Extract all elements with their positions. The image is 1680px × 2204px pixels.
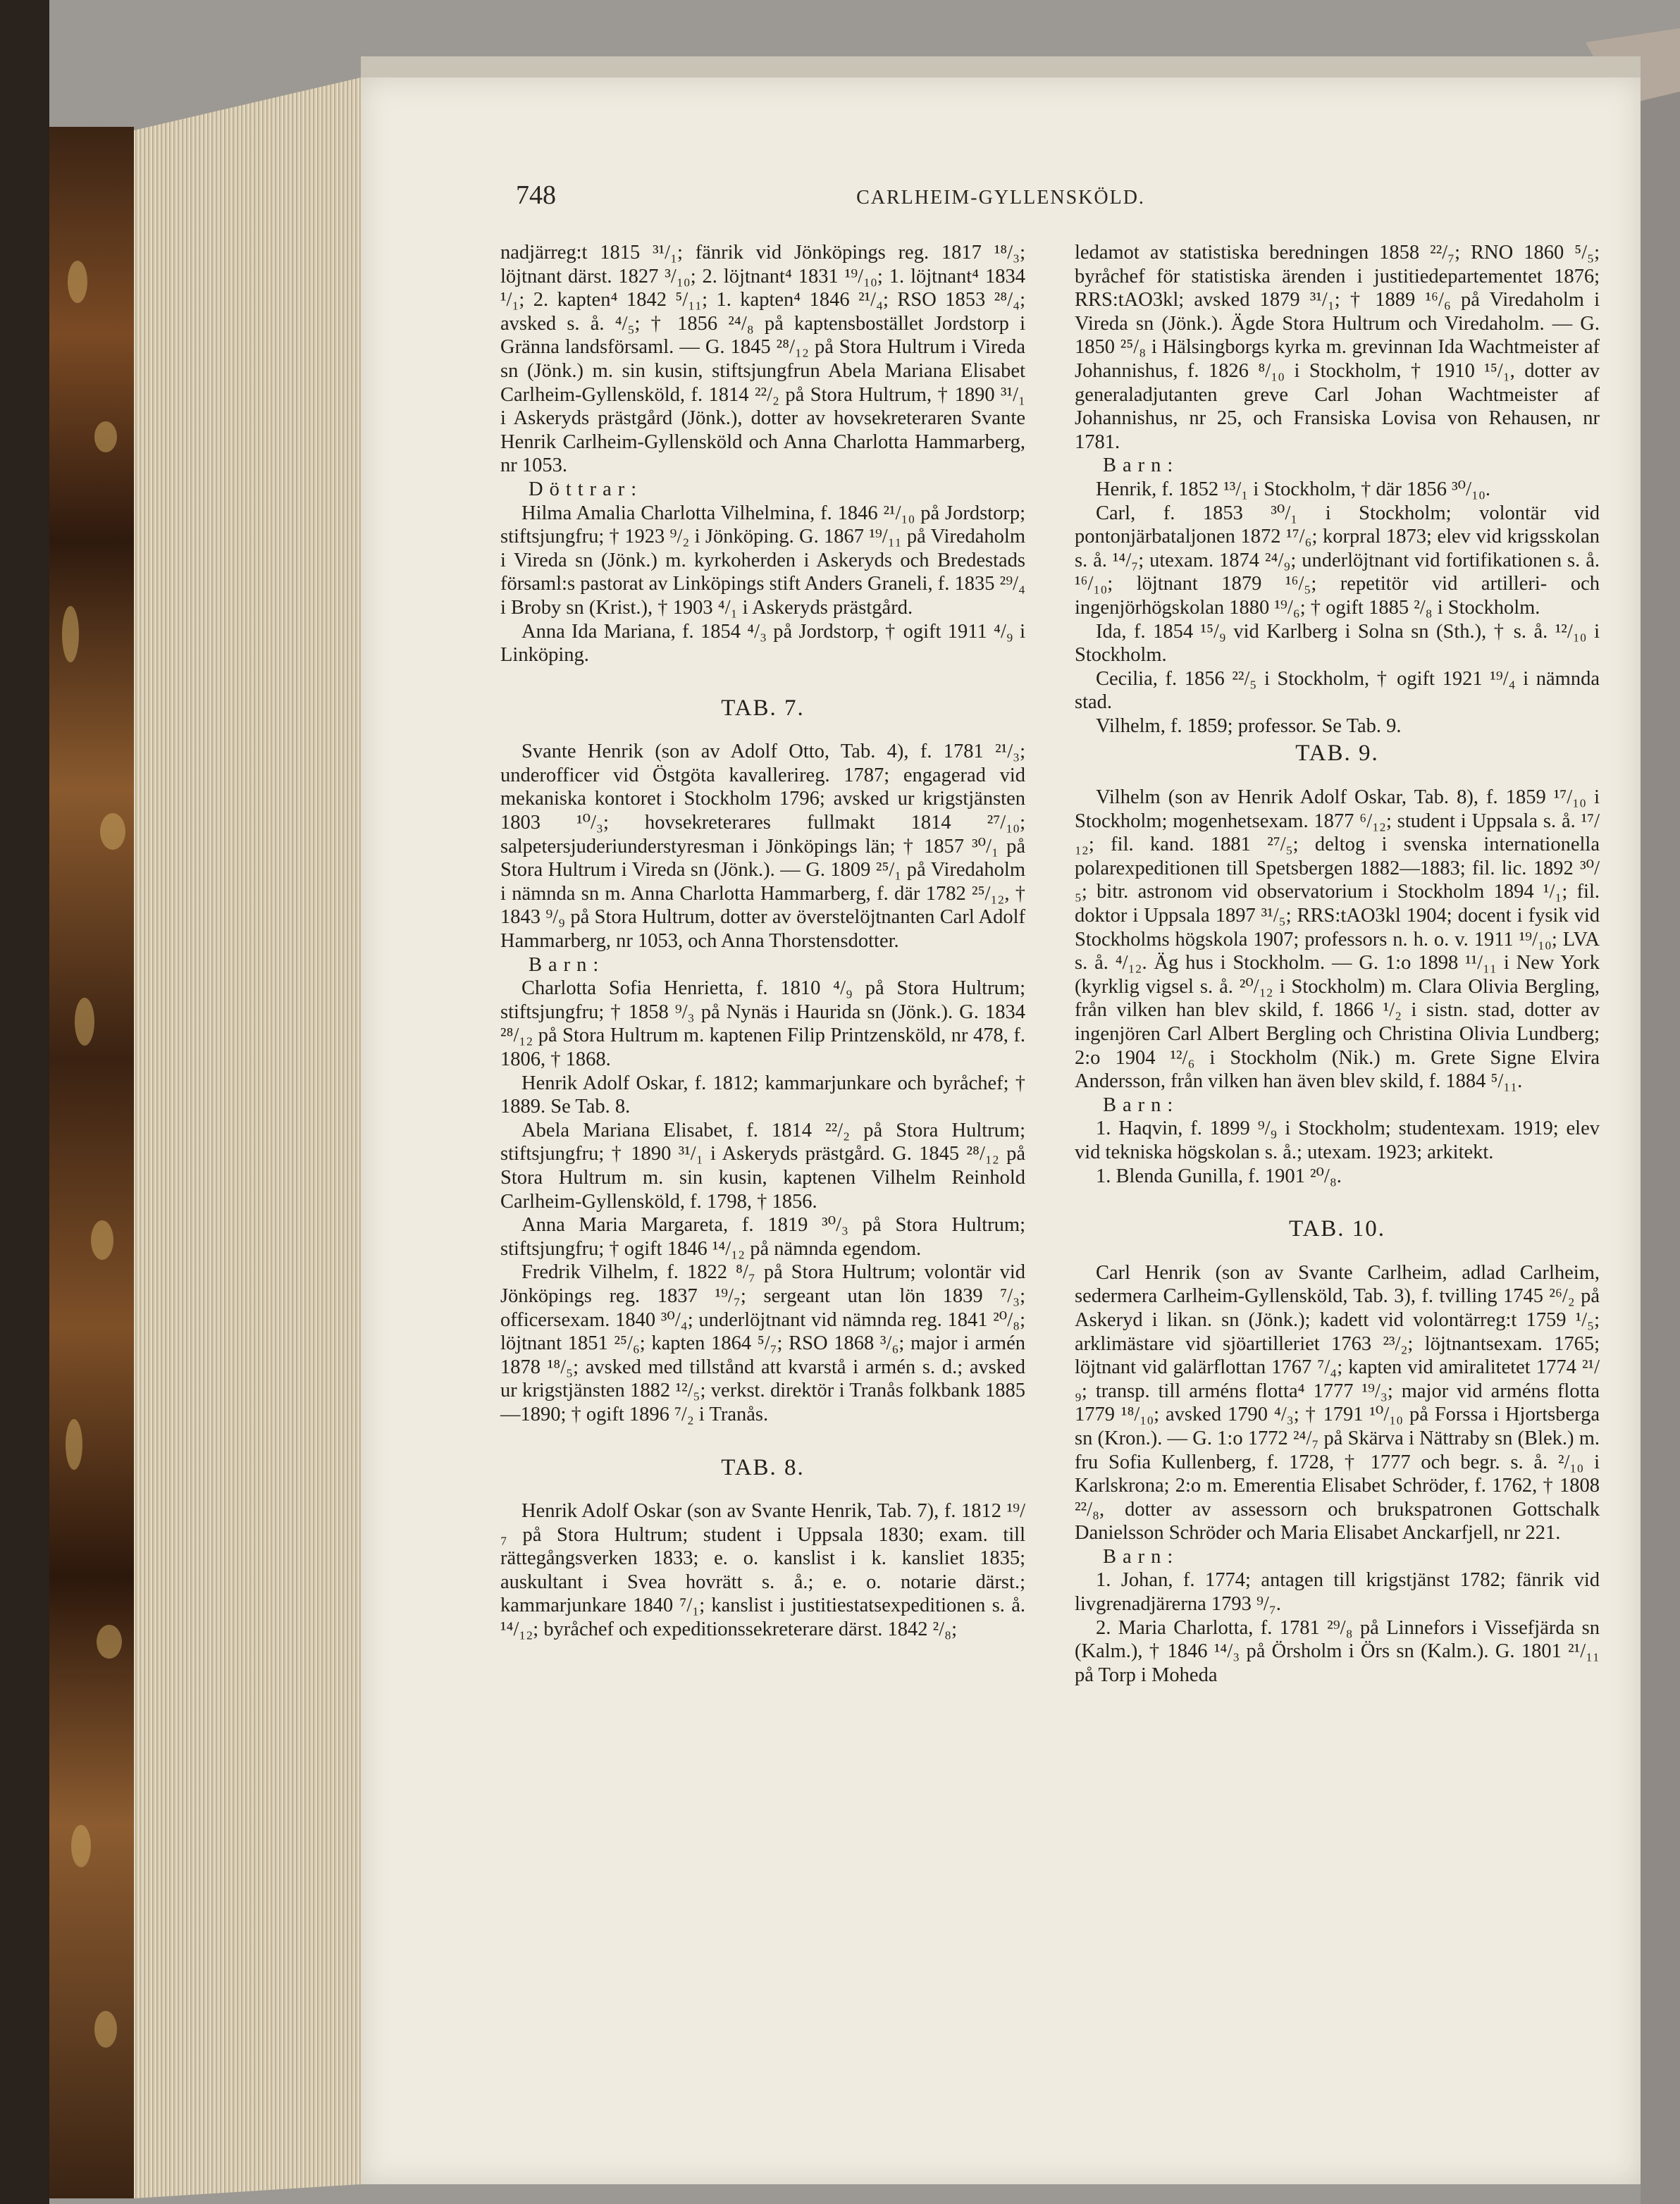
- section-label-barn: Barn:: [1103, 1094, 1180, 1116]
- left-column: [500, 241, 1025, 1642]
- child-entry: Charlotta Sofia Henrietta, f. 1810 ⁴/₉ på Stora Hultrum; stiftsjungfru; † 1858 ⁹/₃ på Nynäs i Haurida sn (Jönk.). G. 1834 ²⁸/₁₂ på Stora Hultrum m. kaptenen Filip Printzensköld, nr 478, f. 1806, † 1868.: [500, 977, 1025, 1070]
- child-entry: Henrik Adolf Oskar, f. 1812; kammarjunkare och byråchef; † 1889. Se Tab. 8.: [500, 1072, 1025, 1118]
- child-entry: Vilhelm, f. 1859; professor. Se Tab. 9.: [1096, 714, 1402, 737]
- child-entry: Carl, f. 1853 ³⁰/₁ i Stockholm; volontär vid pontonjärbataljonen 1872 ¹⁷/₆; korpral 1873; elev vid krigsskolan s. å. ¹⁴/₇; utexam. 1874 ²⁴/₉; underlöjtnant vid fortifikationen s. å. ¹⁶/₁₀; löjtnant 1879 ¹⁶/₅; repetitör vid artilleri- och ingenjörhögskolan 1880 ¹⁹/₆; † ogift 1885 ²/₈ i Stockholm.: [1075, 502, 1600, 619]
- section-label-barn: Barn:: [1103, 1545, 1180, 1568]
- child-entry: Ida, f. 1854 ¹⁵/₉ vid Karlberg i Solna sn (Sth.), † s. å. ¹²/₁₀ i Stockholm.: [1075, 620, 1600, 667]
- section-label-dottrar: Döttrar:: [529, 478, 643, 500]
- running-head: CARLHEIM-GYLLENSKÖLD.: [856, 187, 1145, 209]
- paragraph: Carl Henrik (son av Svante Carlheim, adlad Carlheim, sedermera Carlheim-Gyllensköld, Tab. 3), f. tvilling 1745 ²⁶/₂ på Askeryd i likan. sn (Jönk.); kadett vid volontärreg:t 1759 ¹/₅; arklimästare vid sjöartilleriet 1763 ²³/₂; löjtnantsexam. 1765; löjtnant vid galärflottan 1767 ⁷/₄; kapten vid amiralitetet 1774 ²¹/₉; transp. till arméns flotta⁴ 1777 ¹⁹/₃; major vid arméns flotta 1779 ¹⁸/₁₀; avsked 1790 ⁴/₃; † 1791 ¹⁰/₁₀ på Forssa i Hjortsberga sn (Kron.). — G. 1:o 1772 ²⁴/₇ på Skärva i Nättraby sn (Blek.) m. fru Sofia Kullenberg, f. 1728, † 1777 och begr. s. å. ²/₁₀ i Karlskrona; 2:o m. Emerentia Elisabet Schröder, f. 1762, † 1808 ²²/₈, dotter av assessorn och brukspatronen Gottschalk Danielsson Schröder och Maria Elisabet Anckarfjell, nr 221.: [1075, 1261, 1600, 1544]
- child-entry: Hilma Amalia Charlotta Vilhelmina, f. 1846 ²¹/₁₀ på Jordstorp; stiftsjungfru; † 1923 ⁹/₂ i Jönköping. G. 1867 ¹⁹/₁₁ på Viredaholm i Vireda sn (Jönk.) m. kyrkoherden i Askeryds och Bredestads församl:s pastorat av Linköpings stift Anders Graneli, f. 1835 ²⁹/₄ i Broby sn (Krist.), † 1903 ⁴/₁ i Askeryds prästgård.: [500, 502, 1025, 619]
- child-entry: 1. Johan, f. 1774; antagen till krigstjänst 1782; fänrik vid livgrenadjärerna 1793 ⁹/₇.: [1075, 1569, 1600, 1616]
- paragraph: Henrik Adolf Oskar (son av Svante Henrik, Tab. 7), f. 1812 ¹⁹/₇ på Stora Hultrum; student i Uppsala 1830; exam. till rättegångsverken 1833; e. o. kanslist i k. kansliet 1835; auskultant i Svea hovrätt s. å.; e. o. notarie därst.; kammarjunkare 1840 ⁷/₁; kanslist i justitiestatsexpeditionen s. å. ¹⁴/₁₂; byråchef och expeditionssekreterare därst. 1842 ²/₈;: [500, 1500, 1025, 1641]
- table-heading-tab7: TAB. 7.: [721, 695, 805, 721]
- child-entry: 1. Blenda Gunilla, f. 1901 ²⁰/₈.: [1096, 1165, 1342, 1187]
- section-label-barn: Barn:: [529, 953, 605, 976]
- child-entry: 2. Maria Charlotta, f. 1781 ²⁹/₈ på Linnefors i Vissefjärda sn (Kalm.), † 1846 ¹⁴/₃ på Örsholm i Örs sn (Kalm.). G. 1801 ²¹/₁₁ på Torp i Moheda: [1075, 1616, 1600, 1686]
- child-entry: Cecilia, f. 1856 ²²/₅ i Stockholm, † ogift 1921 ¹⁹/₄ i nämnda stad.: [1075, 667, 1600, 714]
- book-page: [361, 78, 1641, 2184]
- page-stack: [134, 78, 361, 2198]
- section-label-barn: Barn:: [1103, 454, 1180, 477]
- paragraph: ledamot av statistiska beredningen 1858 ²²/₇; RNO 1860 ⁵/₅; byråchef för statistiska ärenden i justitiedepartementet 1876; RRS:tAO3kl; avsked 1879 ³¹/₁; † 1889 ¹⁶/₆ på Viredaholm i Vireda sn (Jönk.). Ägde Stora Hultrum och Viredaholm. — G. 1850 ²⁵/₈ i Hälsingborgs kyrka m. grevinnan Ida Wachtmeister af Johannishus, f. 1826 ⁸/₁₀ i Stockholm, † 1910 ¹⁵/₁, dotter av generaladjutanten greve Carl Johan Wachtmeister af Johannishus, nr 25, och Fransiska Lovisa von Rehausen, nr 1781.: [1075, 242, 1600, 453]
- child-entry: 1. Haqvin, f. 1899 ⁹/₉ i Stockholm; studentexam. 1919; elev vid tekniska högskolan s. å.; utexam. 1923; arkitekt.: [1075, 1118, 1600, 1163]
- paragraph: Vilhelm (son av Henrik Adolf Oskar, Tab. 8), f. 1859 ¹⁷/₁₀ i Stockholm; mogenhetsexam. 1877 ⁶/₁₂; student i Uppsala s. å. ¹⁷/₁₂; fil. kand. 1881 ²⁷/₅; deltog i svenska internationella polarexpeditionen till Spetsbergen 1882—1883; fil. lic. 1892 ³⁰/₅; bitr. astronom vid observatorium i Stockholm 1894 ¹/₁; fil. doktor i Uppsala 1897 ³¹/₅; RRS:tAO3kl 1904; docent i fysik vid Stockholms högskola 1907; professors n. h. o. v. 1911 ¹⁹/₁₀; LVA s. å. ⁴/₁₂. Äg hus i Stockholm. — G. 1:o 1898 ¹¹/₁₁ i New York (kyrklig vigsel s. å. ²⁰/₁₂ i Stockholm) m. Clara Olivia Bergling, från vilken han blev skild, f. 1866 ¹/₂ i sistn. stad, dotter av ingenjören Carl Albert Bergling och Christina Olivia Lundberg; 2:o 1904 ¹²/₆ i Stockholm (Nik.) m. Grete Signe Elvira Andersson, från vilken han även blev skild, f. 1884 ⁵/₁₁.: [1075, 786, 1600, 1093]
- paragraph: Svante Henrik (son av Adolf Otto, Tab. 4), f. 1781 ²¹/₃; underofficer vid Östgöta kavallerireg. 1787; engagerad vid mekaniska kontoret i Stockholm 1796; avsked ur krigstjänsten 1803 ¹⁰/₃; hovsekreterares fullmakt 1814 ²⁷/₁₀; salpetersjuderiunderstyresman i Jönköpings län; † 1857 ³⁰/₁ på Stora Hultrum i Vireda sn (Jönk.). — G. 1809 ²⁵/₁ på Viredaholm i nämnda sn m. Anna Charlotta Hammarberg, f. där 1782 ²⁵/₁₂, † 1843 ⁹/₉ på Stora Hultrum, dotter av överstelöjtnanten Carl Adolf Hammarberg, nr 1053, och Anna Thorstensdotter.: [500, 741, 1025, 953]
- child-entry: Anna Maria Margareta, f. 1819 ³⁰/₃ på Stora Hultrum; stiftsjungfru; † ogift 1846 ¹⁴/₁₂ på nämnda egendom.: [500, 1214, 1025, 1260]
- child-entry: Fredrik Vilhelm, f. 1822 ⁸/₇ på Stora Hultrum; volontär vid Jönköpings reg. 1837 ¹⁹/₇; sergeant utan lön 1839 ⁷/₃; officersexam. 1840 ³⁰/₄; underlöjtnant vid nämnda reg. 1841 ²⁰/₈; löjtnant 1851 ²⁵/₆; kapten 1864 ⁵/₇; RSO 1868 ³/₆; major i armén 1878 ¹⁸/₅; avsked med tillstånd att kvarstå i armén s. d.; avsked ur krigstjänsten 1882 ¹²/₅; verkst. direktör i Tranås folkbank 1885—1890; † ogift 1896 ⁷/₂ i Tranås.: [500, 1261, 1025, 1425]
- child-entry: Anna Ida Mariana, f. 1854 ⁴/₃ på Jordstorp, † ogift 1911 ⁴/₉ i Linköping.: [500, 620, 1025, 667]
- paragraph: nadjärreg:t 1815 ³¹/₁; fänrik vid Jönköpings reg. 1817 ¹⁸/₃; löjtnant därst. 1827 ³/₁₀; 2. löjtnant⁴ 1831 ¹⁹/₁₀; 1. löjtnant⁴ 1834 ¹/₁; 2. kapten⁴ 1842 ⁵/₁₁; 1. kapten⁴ 1846 ²¹/₄; RSO 1853 ²⁸/₄; avsked s. å. ⁴/₅; † 1856 ²⁴/₈ på kaptensbostället Jordstorp i Gränna landsförsaml. — G. 1845 ²⁸/₁₂ på Stora Hultrum i Vireda sn (Jönk.) m. sin kusin, stiftsjungfrun Abela Mariana Elisabet Carlheim-Gyllensköld, f. 1814 ²²/₂ på Stora Hultrum, † 1890 ³¹/₁ i Askeryds prästgård (Jönk.), dotter av hovsekreteraren Svante Henrik Carlheim-Gyllensköld och Anna Charlotta Hammarberg, nr 1053.: [500, 242, 1025, 477]
- marbled-edge: [49, 127, 134, 2198]
- table-heading-tab10: TAB. 10.: [1288, 1216, 1386, 1242]
- right-column: [1075, 241, 1600, 1687]
- table-heading-tab8: TAB. 8.: [721, 1454, 805, 1480]
- child-entry: Abela Mariana Elisabet, f. 1814 ²²/₂ på Stora Hultrum; stiftsjungfru; † 1890 ³¹/₁ i Askeryds prästgård. G. 1845 ²⁸/₁₂ på Stora Hultrum m. sin kusin, kaptenen Vilhelm Reinhold Carlheim-Gyllensköld, f. 1798, † 1856.: [500, 1119, 1025, 1213]
- table-heading-tab9: TAB. 9.: [1295, 741, 1379, 767]
- page-number: 748: [516, 180, 556, 210]
- child-entry: Henrik, f. 1852 ¹³/₁ i Stockholm, † där 1856 ³⁰/₁₀.: [1096, 478, 1491, 500]
